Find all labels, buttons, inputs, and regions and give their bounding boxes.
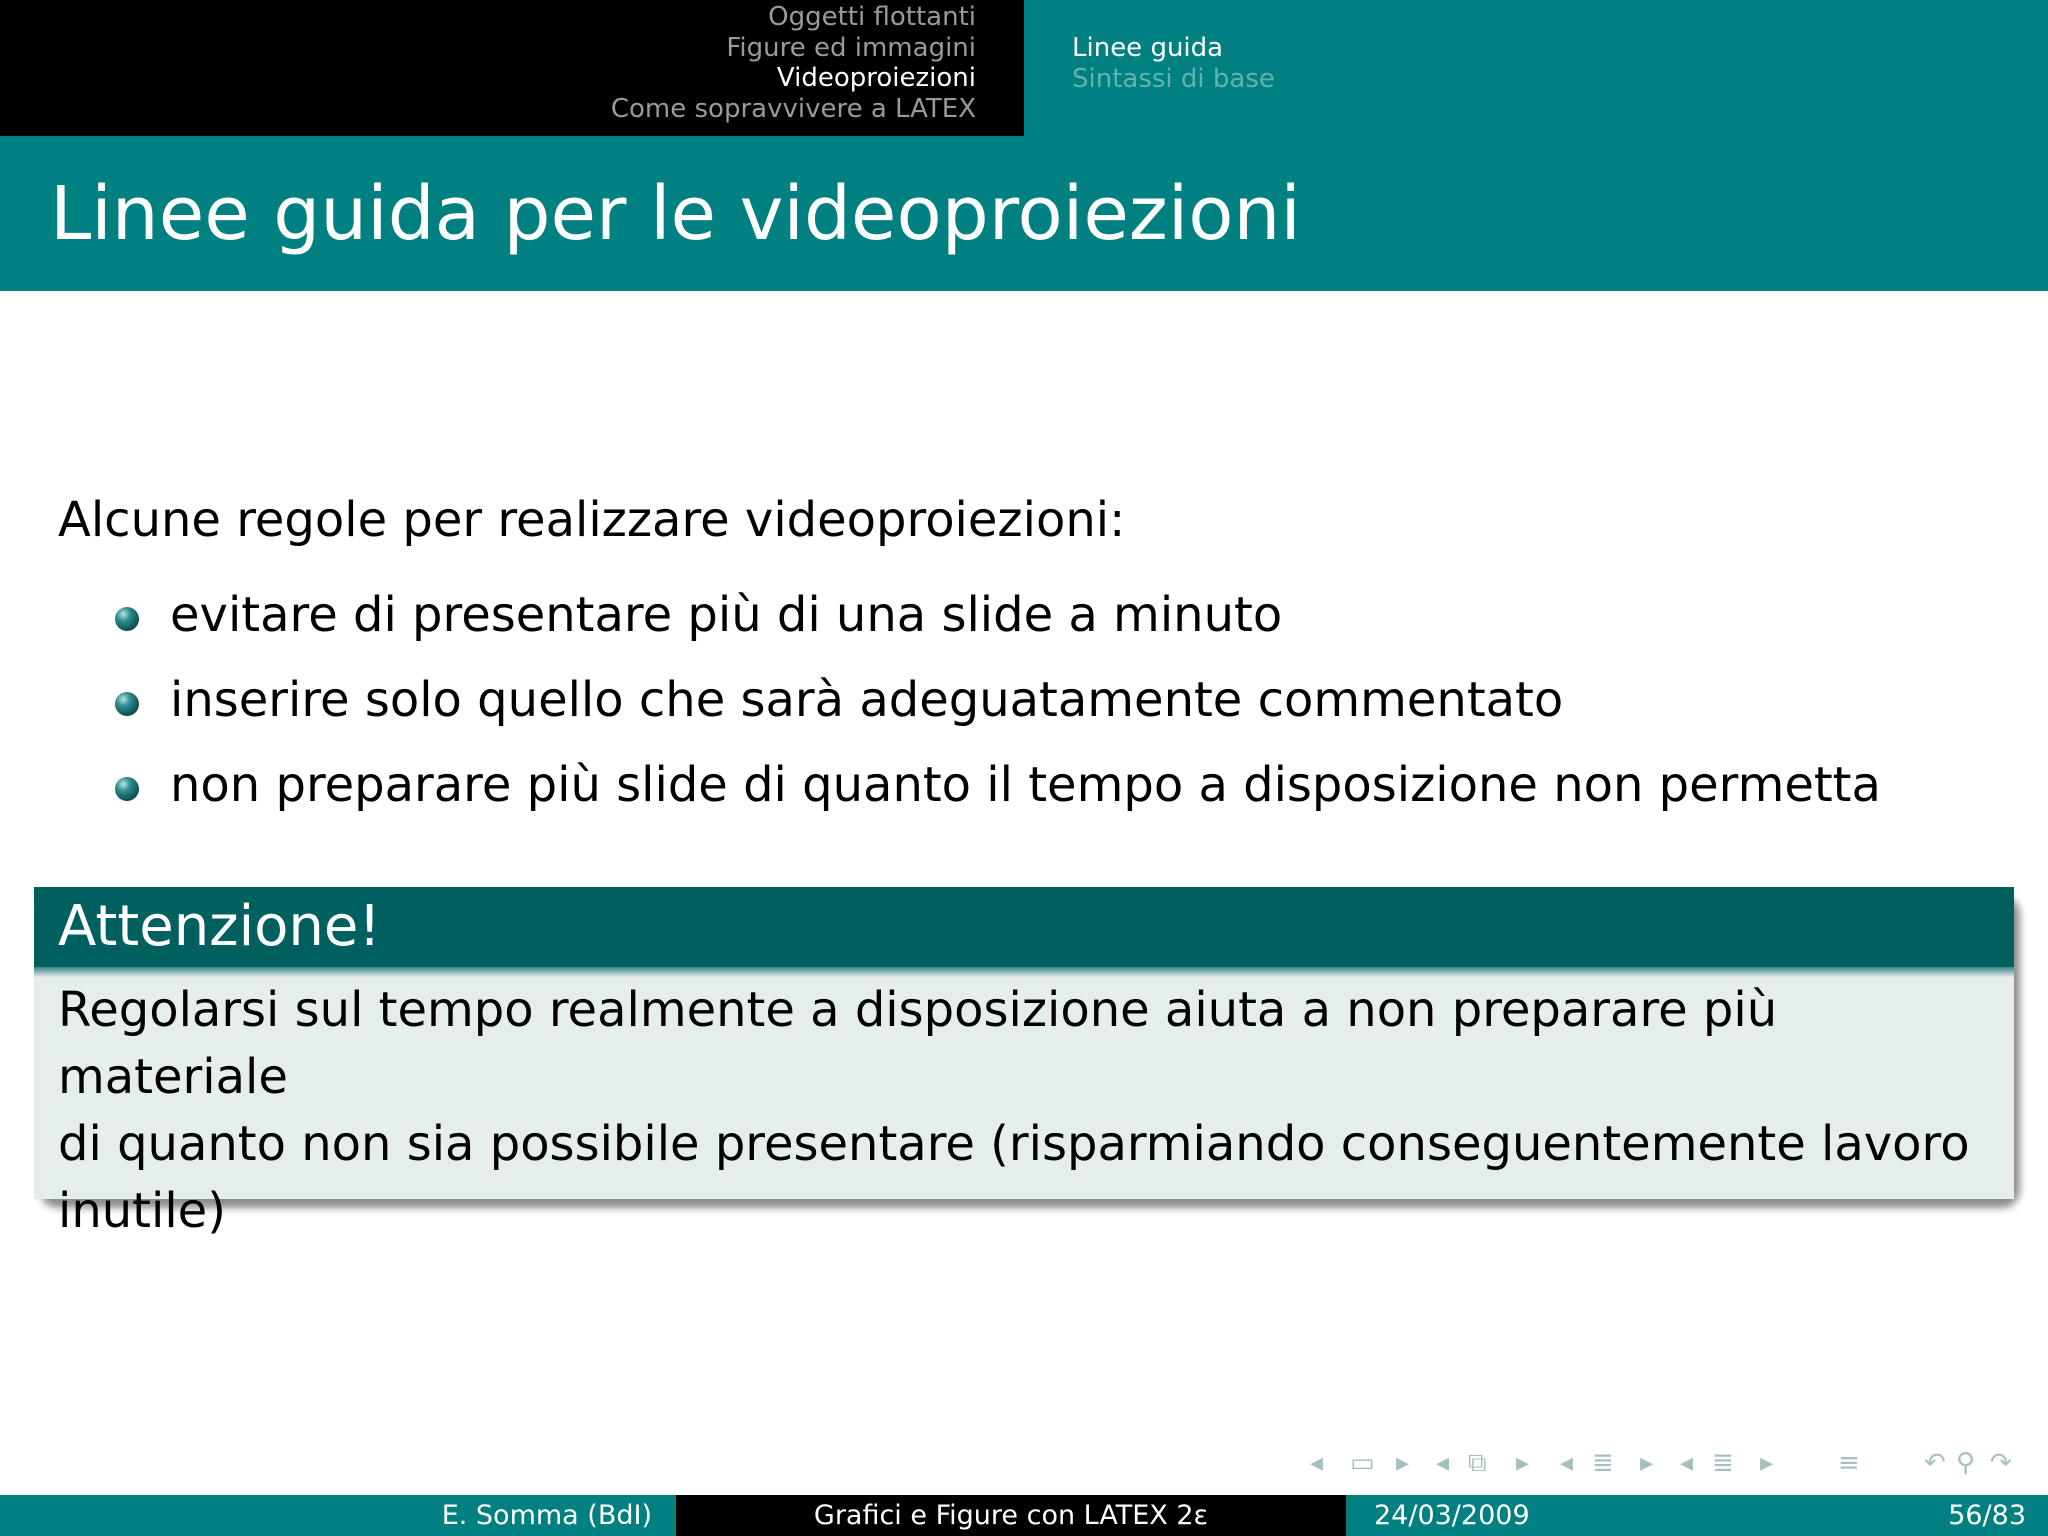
- footer-date-bar: [1346, 1495, 2048, 1536]
- nav-arrow-right-icon[interactable]: ▸: [1640, 1448, 1654, 1478]
- nav-arrow-left-icon[interactable]: ◂: [1680, 1448, 1694, 1478]
- bullet-icon: [115, 692, 139, 716]
- section-link-figure-immagini[interactable]: Figure ed immagini: [726, 32, 976, 63]
- nav-arrow-right-icon[interactable]: ▸: [1760, 1448, 1774, 1478]
- nav-search-icon[interactable]: ⚲: [1956, 1448, 1976, 1478]
- bullet-text: non preparare più slide di quanto il tempo a disposizione non permetta: [170, 757, 1881, 813]
- nav-align-icon[interactable]: ≡: [1838, 1448, 1860, 1478]
- alert-line: inutile): [58, 1183, 226, 1239]
- navigation-symbols: [1310, 1448, 2030, 1478]
- frame-title-bar: [0, 136, 2048, 291]
- headline-nav: [0, 0, 2048, 136]
- alert-block: [34, 887, 2014, 1239]
- nav-arrow-left-icon[interactable]: ◂: [1310, 1448, 1324, 1478]
- list-item: [0, 585, 2048, 670]
- footer-page-number: 56/83: [1948, 1500, 2026, 1531]
- section-link-come-sopravvivere[interactable]: Come sopravvivere a LATEX: [610, 93, 976, 124]
- subsection-link-linee-guida[interactable]: Linee guida: [1072, 33, 1224, 63]
- nav-redo-icon[interactable]: ↷: [1990, 1448, 2012, 1478]
- nav-undo-icon[interactable]: ↶: [1924, 1448, 1946, 1478]
- intro-text: Alcune regole per realizzare videoproiezioni:: [58, 492, 1126, 548]
- section-link-oggetti-flottanti[interactable]: Oggetti flottanti: [768, 2, 976, 32]
- bullet-text: evitare di presentare più di una slide a minuto: [170, 587, 1283, 643]
- list-item: [0, 670, 2048, 755]
- section-link-videoproiezioni[interactable]: Videoproiezioni: [776, 63, 976, 93]
- footer-date: 24/03/2009: [1374, 1500, 1530, 1531]
- bullet-icon: [115, 777, 139, 801]
- footline: [0, 1495, 2048, 1536]
- nav-arrow-left-icon[interactable]: ◂: [1560, 1448, 1574, 1478]
- alert-block-body: [34, 977, 2014, 1239]
- bullet-list: [0, 585, 2048, 840]
- footer-title: Grafici e Figure con LATEX 2ε: [676, 1495, 1346, 1536]
- nav-frame-icon[interactable]: ▭: [1350, 1448, 1375, 1478]
- alert-block-divider: [34, 967, 2014, 977]
- frame-title: Linee guida per le videoproiezioni: [50, 171, 1301, 257]
- alert-line: Regolarsi sul tempo realmente a disposizione aiuta a non preparare più materiale: [58, 982, 1778, 1105]
- nav-arrow-right-icon[interactable]: ▸: [1396, 1448, 1410, 1478]
- subsection-nav: [1024, 0, 2048, 136]
- nav-arrow-left-icon[interactable]: ◂: [1436, 1448, 1450, 1478]
- subsection-link-sintassi[interactable]: Sintassi di base: [1072, 63, 1275, 94]
- nav-section-icon[interactable]: ≣: [1712, 1448, 1734, 1478]
- footer-author: E. Somma (BdI): [0, 1495, 676, 1536]
- section-nav: [0, 0, 1024, 136]
- alert-block-title: Attenzione!: [34, 887, 2014, 967]
- nav-section-icon[interactable]: ≣: [1592, 1448, 1614, 1478]
- list-item: [0, 755, 2048, 840]
- bullet-text: inserire solo quello che sarà adeguatamente commentato: [170, 672, 1564, 728]
- bullet-icon: [115, 607, 139, 631]
- nav-arrow-right-icon[interactable]: ▸: [1516, 1448, 1530, 1478]
- nav-subsection-icon[interactable]: ⧉: [1468, 1448, 1487, 1478]
- alert-line: di quanto non sia possibile presentare (risparmiando conseguentemente lavoro: [58, 1116, 1970, 1172]
